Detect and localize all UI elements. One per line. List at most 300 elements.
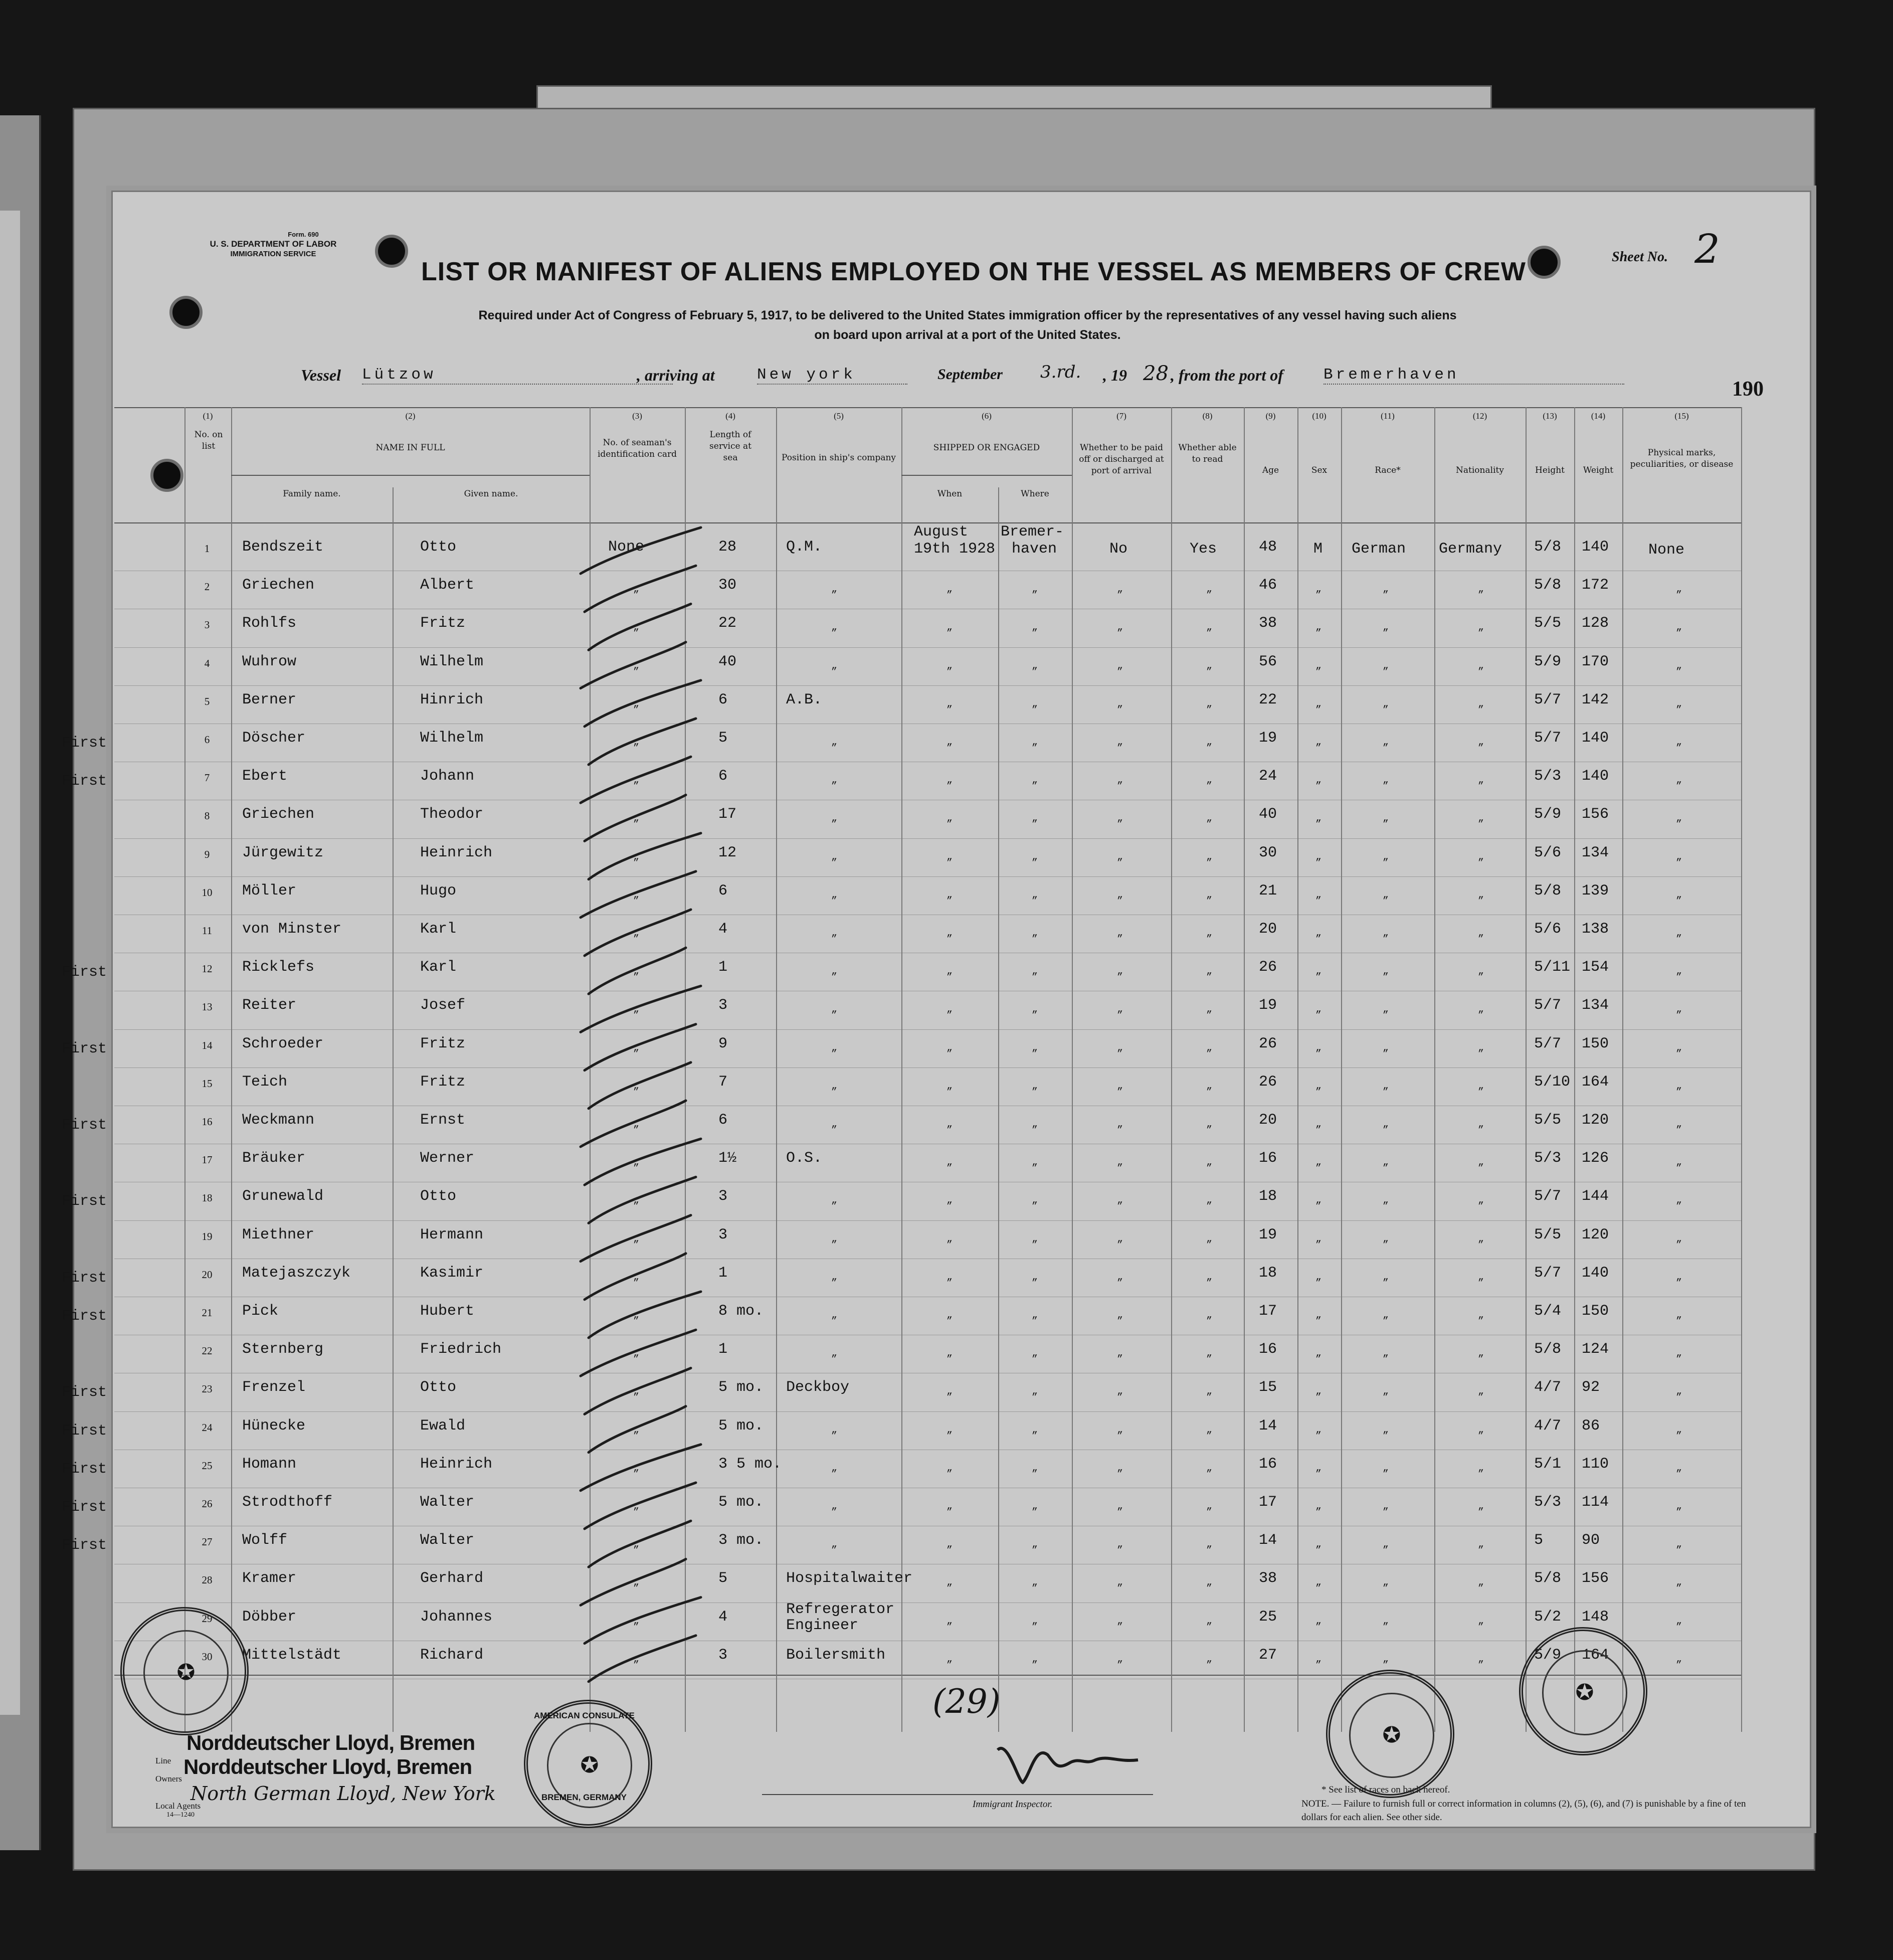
service-length: 12 — [718, 844, 737, 861]
service-length: 17 — [718, 806, 737, 823]
weight: 139 — [1582, 882, 1609, 900]
check-mark — [585, 1024, 696, 1071]
given-name: Walter — [420, 1532, 475, 1549]
row-number: 24 — [202, 1421, 213, 1434]
service-length: 4 — [718, 921, 728, 938]
position: Refregerator Engineer — [786, 1600, 895, 1634]
weight: 92 — [1582, 1379, 1600, 1396]
form-code: 14—1240 — [166, 1811, 195, 1819]
service-length: 5 — [718, 1570, 728, 1587]
col-number-5: (5) — [834, 411, 844, 421]
given-name: Wilhelm — [420, 653, 484, 670]
check-mark — [581, 1215, 691, 1262]
check-mark — [589, 719, 696, 765]
check-mark — [585, 1254, 686, 1300]
age: 46 — [1259, 577, 1277, 594]
margin-annotation: First — [62, 1308, 107, 1325]
header-where: Where — [1021, 489, 1049, 499]
family-name: Weckmann — [242, 1112, 315, 1129]
note-label: NOTE. — [1301, 1798, 1330, 1809]
service-length: 3 — [718, 1226, 728, 1243]
row-number: 26 — [202, 1498, 213, 1510]
consulate-stamp: ✪ — [120, 1607, 249, 1735]
check-mark — [585, 680, 701, 727]
position: Q.M. — [786, 539, 823, 556]
row-number: 23 — [202, 1383, 213, 1395]
position: Boilersmith — [786, 1646, 886, 1664]
family-name: Griechen — [242, 806, 315, 823]
crew-table — [62, 407, 1741, 1732]
weight: 154 — [1582, 959, 1609, 976]
subtitle-line-2: on board upon arrival at a port of the United States. — [814, 327, 1121, 342]
given-name: Ewald — [420, 1417, 466, 1435]
row-number: 3 — [204, 619, 210, 631]
family-name: Jürgewitz — [242, 844, 324, 861]
check-mark — [581, 527, 701, 574]
weight: 140 — [1582, 768, 1609, 785]
family-name: Reiter — [242, 997, 297, 1014]
header-length-service: Length of service at sea — [709, 430, 751, 463]
punch-hole — [375, 235, 408, 268]
row-number: 10 — [202, 886, 213, 899]
row-number: 7 — [204, 772, 210, 784]
weight: 124 — [1582, 1341, 1609, 1358]
given-name: Theodor — [420, 806, 484, 823]
stamp-text — [534, 1711, 635, 1721]
header-family-name: Family name. — [283, 489, 341, 499]
from-label: , from the port of — [1171, 366, 1283, 384]
given-name: Hubert — [420, 1303, 475, 1320]
height: 5/8 — [1534, 577, 1562, 594]
col-number-8: (8) — [1202, 411, 1213, 421]
given-name: Wilhelm — [420, 730, 484, 747]
service-length: 1 — [718, 1341, 728, 1358]
height: 5/8 — [1534, 1341, 1562, 1358]
family-name: Ebert — [242, 768, 288, 785]
position: Hospitalwaiter — [786, 1570, 913, 1587]
check-mark — [585, 795, 686, 841]
given-name: Walter — [420, 1494, 475, 1511]
family-name: Berner — [242, 691, 297, 708]
weight: 148 — [1582, 1608, 1609, 1626]
family-name: Griechen — [242, 577, 315, 594]
height: 5/5 — [1534, 1112, 1562, 1129]
paid-off-value: No — [1109, 541, 1128, 558]
margin-annotation: First — [62, 1040, 107, 1057]
row-number: 15 — [202, 1077, 213, 1090]
month-label: September — [937, 366, 1003, 383]
height: 5/10 — [1534, 1073, 1571, 1091]
service-length: 3 — [718, 1188, 728, 1205]
service-length: 6 — [718, 1112, 728, 1129]
margin-annotation: First — [62, 773, 107, 790]
family-name: Homann — [242, 1455, 297, 1473]
row-number: 14 — [202, 1039, 213, 1051]
departure-port: Bremerhaven — [1323, 366, 1624, 385]
weight: 164 — [1582, 1646, 1609, 1664]
consulate-stamp: ✪ — [1519, 1627, 1647, 1755]
age: 19 — [1259, 730, 1277, 747]
consulate-stamp: ✪ — [1326, 1670, 1454, 1798]
inspector-label: Immigrant Inspector. — [973, 1799, 1053, 1810]
given-name: Johannes — [420, 1608, 493, 1626]
row-number: 11 — [202, 925, 213, 937]
line-label: Line — [155, 1756, 171, 1765]
check-mark — [589, 604, 691, 650]
height: 5/7 — [1534, 691, 1562, 708]
col-number-4: (4) — [725, 411, 735, 421]
agents-label: Local Agents — [155, 1801, 201, 1811]
height: 5/3 — [1534, 768, 1562, 785]
col-number-9: (9) — [1265, 411, 1276, 421]
row-number: 4 — [204, 657, 210, 669]
margin-annotation: First — [62, 1193, 107, 1210]
family-name: Wolff — [242, 1532, 288, 1549]
family-name: Möller — [242, 882, 297, 900]
col-number-6: (6) — [982, 411, 992, 421]
sheet-number: 2 — [1694, 226, 1720, 272]
check-mark — [581, 871, 696, 918]
service-length: 3 5 mo. — [718, 1455, 782, 1473]
check-mark — [589, 1636, 696, 1682]
given-name: Hugo — [420, 882, 457, 900]
row-number: 5 — [204, 695, 210, 707]
service-length: 6 — [718, 882, 728, 900]
id-card-value: None — [608, 539, 645, 556]
margin-annotation: First — [62, 1269, 107, 1287]
stamp-text — [541, 1793, 627, 1803]
family-name: Bendszeit — [242, 539, 324, 556]
subtitle-line-1: Required under Act of Congress of February 5, 1917, to be delivered to the United States immigration officer by the representatives of any vessel having such aliens — [478, 308, 1457, 322]
weight: 156 — [1582, 806, 1609, 823]
height: 5/11 — [1534, 959, 1571, 976]
given-name: Friedrich — [420, 1341, 502, 1358]
note-text: — Failure to furnish full or correct information in columns (2), (5), (6), and (7) is punishable by a fine of ten dollars for each alien. See other side. — [1301, 1798, 1746, 1823]
row-number: 21 — [202, 1307, 213, 1319]
family-name: Hünecke — [242, 1417, 306, 1435]
owners-value: Norddeutscher Lloyd, Bremen — [183, 1755, 472, 1778]
age: 14 — [1259, 1417, 1277, 1435]
age: 15 — [1259, 1379, 1277, 1396]
header-height: Height — [1535, 465, 1565, 475]
weight: 140 — [1582, 1264, 1609, 1282]
height: 5/5 — [1534, 615, 1562, 632]
col-number-1: (1) — [203, 411, 213, 421]
height: 5/3 — [1534, 1150, 1562, 1167]
row-number: 29 — [202, 1612, 213, 1625]
height: 5 — [1534, 1532, 1544, 1549]
height: 5/5 — [1534, 1226, 1562, 1243]
check-mark — [581, 757, 691, 803]
family-name: Strodthoff — [242, 1494, 333, 1511]
check-mark — [585, 566, 696, 612]
family-name: Döscher — [242, 730, 306, 747]
col-number-13: (13) — [1543, 411, 1557, 421]
family-name: Frenzel — [242, 1379, 306, 1396]
weight: 134 — [1582, 844, 1609, 861]
service-length: 1½ — [718, 1150, 737, 1167]
weight: 150 — [1582, 1303, 1609, 1320]
given-name: Karl — [420, 959, 457, 976]
weight: 114 — [1582, 1494, 1609, 1511]
check-mark — [581, 1559, 686, 1605]
weight: 140 — [1582, 539, 1609, 556]
row-number: 28 — [202, 1574, 213, 1586]
family-name: Matejaszczyk — [242, 1264, 351, 1282]
check-mark — [589, 1521, 691, 1567]
margin-annotation: First — [62, 1384, 107, 1401]
height: 5/7 — [1534, 730, 1562, 747]
service-length: 28 — [718, 539, 737, 556]
row-number: 12 — [202, 963, 213, 975]
arrival-day: 3.rd. — [1040, 362, 1081, 382]
voyage-line — [301, 362, 1629, 391]
weight: 134 — [1582, 997, 1609, 1014]
check-mark — [585, 1483, 696, 1529]
height: 5/7 — [1534, 1035, 1562, 1052]
family-name: Teich — [242, 1073, 288, 1091]
check-mark — [589, 1062, 691, 1109]
height: 5/3 — [1534, 1494, 1562, 1511]
row-number: 6 — [204, 734, 210, 746]
physical-value: None — [1648, 542, 1685, 559]
sex-value: M — [1313, 541, 1323, 558]
height: 5/8 — [1534, 1570, 1562, 1587]
weight: 128 — [1582, 615, 1609, 632]
weight: 150 — [1582, 1035, 1609, 1052]
height: 5/7 — [1534, 1188, 1562, 1205]
service-length: 1 — [718, 959, 728, 976]
age: 18 — [1259, 1188, 1277, 1205]
age: 16 — [1259, 1150, 1277, 1167]
age: 30 — [1259, 844, 1277, 861]
height: 5/1 — [1534, 1455, 1562, 1473]
service-length: 7 — [718, 1073, 728, 1091]
age: 56 — [1259, 653, 1277, 670]
shipped-when-line-2: 19th 1928 — [914, 541, 996, 558]
check-mark — [581, 986, 701, 1032]
given-name: Josef — [420, 997, 466, 1014]
check-mark — [589, 1292, 701, 1338]
col-number-3: (3) — [632, 411, 642, 421]
check-mark — [581, 1445, 701, 1491]
adjacent-page-paper — [0, 211, 20, 1715]
service-length: 40 — [718, 653, 737, 670]
service-length: 22 — [718, 615, 737, 632]
col-number-15: (15) — [1674, 411, 1689, 421]
age: 19 — [1259, 997, 1277, 1014]
service-length: 6 — [718, 768, 728, 785]
check-mark — [581, 642, 686, 688]
check-mark — [585, 1597, 701, 1644]
family-name: von Minster — [242, 921, 342, 938]
weight: 120 — [1582, 1112, 1609, 1129]
race-value: German — [1352, 541, 1406, 558]
header-no-on-list: No. on list — [194, 430, 223, 451]
age: 48 — [1259, 539, 1277, 556]
row-number: 2 — [204, 581, 210, 593]
height: 5/7 — [1534, 997, 1562, 1014]
row-number: 25 — [202, 1459, 213, 1472]
weight: 142 — [1582, 691, 1609, 708]
age: 38 — [1259, 615, 1277, 632]
row-number: 18 — [202, 1192, 213, 1204]
age: 26 — [1259, 1035, 1277, 1052]
shipped-when-line-1: August — [914, 523, 969, 541]
age: 17 — [1259, 1494, 1277, 1511]
header-weight: Weight — [1583, 465, 1614, 475]
height: 5/7 — [1534, 1264, 1562, 1282]
vessel-name: Lützow — [362, 366, 673, 385]
col-number-11: (11) — [1381, 411, 1395, 421]
margin-annotation: First — [62, 1537, 107, 1554]
form-header-block — [175, 231, 371, 259]
check-mark — [581, 1330, 696, 1376]
check-mark — [589, 1177, 696, 1223]
age: 22 — [1259, 691, 1277, 708]
age: 16 — [1259, 1455, 1277, 1473]
able-read-value: Yes — [1190, 541, 1217, 558]
service-length: 5 mo. — [718, 1379, 764, 1396]
family-name: Mittelstädt — [242, 1646, 342, 1664]
family-name: Sternberg — [242, 1341, 324, 1358]
margin-annotation: First — [62, 964, 107, 981]
position: O.S. — [786, 1150, 823, 1167]
margin-annotation: First — [62, 1117, 107, 1134]
age: 20 — [1259, 1112, 1277, 1129]
height: 4/7 — [1534, 1417, 1562, 1435]
given-name: Fritz — [420, 1035, 466, 1052]
check-mark — [585, 1368, 691, 1414]
line-value: Norddeutscher Lloyd, Bremen — [186, 1731, 475, 1754]
weight: 110 — [1582, 1455, 1609, 1473]
service-length: 4 — [718, 1608, 728, 1626]
header-race: Race* — [1375, 465, 1401, 475]
height: 5/2 — [1534, 1608, 1562, 1626]
header-shipped: SHIPPED OR ENGAGED — [933, 443, 1040, 453]
check-marks — [114, 407, 1741, 1732]
service-label: IMMIGRATION SERVICE — [230, 249, 316, 258]
shipped-where-line-1: Bremer- — [1001, 523, 1064, 541]
service-length: 5 mo. — [718, 1494, 764, 1511]
service-length: 6 — [718, 691, 728, 708]
inspector-signature — [988, 1735, 1153, 1790]
family-name: Miethner — [242, 1226, 315, 1243]
position: A.B. — [786, 691, 823, 708]
age: 16 — [1259, 1341, 1277, 1358]
given-name: Karl — [420, 921, 457, 938]
given-name: Otto — [420, 1188, 457, 1205]
weight: 164 — [1582, 1073, 1609, 1091]
row-number: 13 — [202, 1001, 213, 1013]
given-name: Otto — [420, 539, 457, 556]
given-name: Kasimir — [420, 1264, 484, 1282]
age: 25 — [1259, 1608, 1277, 1626]
header-age: Age — [1262, 465, 1279, 475]
height: 5/9 — [1534, 653, 1562, 670]
service-length: 1 — [718, 1264, 728, 1282]
shipped-where-line-2: haven — [1012, 541, 1057, 558]
service-length: 5 — [718, 730, 728, 747]
service-length: 3 — [718, 997, 728, 1014]
check-mark — [589, 948, 686, 994]
height: 5/4 — [1534, 1303, 1562, 1320]
check-mark — [581, 1101, 686, 1147]
col-number-14: (14) — [1591, 411, 1606, 421]
given-name: Heinrich — [420, 844, 493, 861]
weight: 86 — [1582, 1417, 1600, 1435]
vessel-label: Vessel — [301, 366, 341, 384]
punch-hole — [1528, 246, 1561, 279]
header-name-in-full: NAME IN FULL — [375, 443, 445, 453]
service-length: 9 — [718, 1035, 728, 1052]
owners-label: Owners — [155, 1774, 182, 1784]
col-number-2: (2) — [405, 411, 416, 421]
check-mark — [585, 1139, 701, 1185]
page-title: LIST OR MANIFEST OF ALIENS EMPLOYED ON THE VESSEL AS MEMBERS OF CREW — [421, 257, 1526, 286]
age: 19 — [1259, 1226, 1277, 1243]
header-paid-off: Whether to be paid off or discharged at port of arrival — [1079, 443, 1164, 476]
service-length: 8 mo. — [718, 1303, 764, 1320]
service-length: 30 — [718, 577, 737, 594]
family-name: Ricklefs — [242, 959, 315, 976]
row-number: 27 — [202, 1536, 213, 1548]
weight: 170 — [1582, 653, 1609, 670]
check-mark — [589, 833, 701, 879]
nationality-value: Germany — [1439, 541, 1502, 558]
height: 4/7 — [1534, 1379, 1562, 1396]
family-name: Pick — [242, 1303, 279, 1320]
weight: 120 — [1582, 1226, 1609, 1243]
alien-count: (29) — [932, 1682, 1001, 1721]
col-number-12: (12) — [1472, 411, 1487, 421]
header-able-read: Whether able to read — [1178, 443, 1237, 464]
age: 14 — [1259, 1532, 1277, 1549]
age: 26 — [1259, 959, 1277, 976]
stamp-text-bottom: BREMEN, GERMANY — [541, 1793, 627, 1802]
sheet-number-label: Sheet No. — [1612, 249, 1668, 265]
department-label: U. S. DEPARTMENT OF LABOR — [210, 239, 337, 249]
weight: 138 — [1582, 921, 1609, 938]
age: 26 — [1259, 1073, 1277, 1091]
height: 5/6 — [1534, 844, 1562, 861]
given-name: Heinrich — [420, 1455, 493, 1473]
weight: 140 — [1582, 730, 1609, 747]
height: 5/9 — [1534, 1646, 1562, 1664]
header-given-name: Given name. — [464, 489, 518, 499]
given-name: Ernst — [420, 1112, 466, 1129]
row-number: 8 — [204, 810, 210, 822]
col-number-7: (7) — [1116, 411, 1126, 421]
given-name: Fritz — [420, 615, 466, 632]
given-name: Fritz — [420, 1073, 466, 1091]
family-name: Rohlfs — [242, 615, 297, 632]
header-nationality: Nationality — [1456, 465, 1504, 475]
age: 24 — [1259, 768, 1277, 785]
arrival-year: 28 — [1143, 362, 1169, 385]
age: 18 — [1259, 1264, 1277, 1282]
position: Deckboy — [786, 1379, 850, 1396]
row-number: 9 — [204, 848, 210, 860]
margin-annotation: First — [62, 1422, 107, 1440]
weight: 172 — [1582, 577, 1609, 594]
header-position: Position in ship's company — [781, 453, 896, 463]
height: 5/9 — [1534, 806, 1562, 823]
age: 40 — [1259, 806, 1277, 823]
punch-hole — [169, 296, 203, 329]
margin-annotation: First — [62, 735, 107, 752]
given-name: Werner — [420, 1150, 475, 1167]
